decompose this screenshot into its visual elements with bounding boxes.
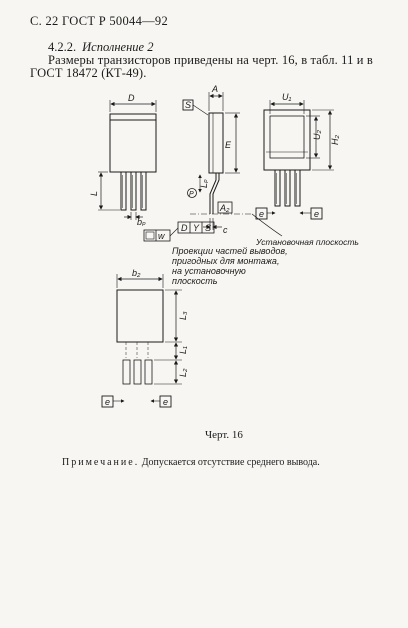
body-text-line-2: ГОСТ 18472 (КТ-49). xyxy=(30,66,147,80)
dim-E-label: E xyxy=(225,140,232,150)
datum-e-left-label: e xyxy=(259,209,265,219)
dim-A2-label: A₂ xyxy=(220,203,230,213)
tol-w-label: w xyxy=(158,231,165,241)
projection-caption-line-2: пригодных для монтажа, xyxy=(172,256,280,266)
front-pin-1 xyxy=(121,172,126,210)
dim-L3-label: L₃ xyxy=(178,311,188,320)
section-number: 4.2.2. xyxy=(48,40,77,54)
dim-L-label: L xyxy=(89,190,99,196)
tol-D-label: D xyxy=(181,223,188,233)
proj-datum-e-right-label: e xyxy=(163,397,169,407)
body-text-line-1: Размеры транзисторов приведены на черт. 16, в табл. 11 и в xyxy=(48,53,373,67)
dim-U2-label: U₂ xyxy=(312,130,322,140)
front-body xyxy=(110,114,156,172)
dim-U1-label: U₁ xyxy=(282,92,292,102)
front-view xyxy=(98,100,156,220)
note xyxy=(62,457,320,468)
front-pin-2 xyxy=(131,172,136,210)
dim-H2-label: H₂ xyxy=(330,135,340,145)
projection-caption-line-1: Проекции частей выводов, xyxy=(172,246,288,256)
dim-L1-label: L₁ xyxy=(178,346,188,354)
dim-A-label: A xyxy=(212,84,219,94)
side-body xyxy=(209,113,223,173)
page-header: С. 22 ГОСТ Р 50044—92 xyxy=(30,14,169,28)
tol-S-label: S xyxy=(205,223,212,233)
rear-body xyxy=(264,110,310,170)
projection-caption xyxy=(172,246,290,286)
dim-Lp-label: Lₚ xyxy=(199,179,209,188)
dim-L2-label: L₂ xyxy=(178,368,188,377)
datum-S-label: S xyxy=(185,100,192,110)
seating-plane-label: Установочная плоскость xyxy=(256,237,359,247)
projection-view xyxy=(102,274,182,407)
circled-p-label: P xyxy=(189,191,194,198)
dim-b2-label: b₂ xyxy=(132,268,141,278)
rear-view xyxy=(256,100,334,219)
note-label: Примечание. xyxy=(62,457,140,468)
note-text: Допускается отсутствие среднего вывода. xyxy=(141,457,320,468)
datum-e-right-label: e xyxy=(314,209,320,219)
projection-caption-line-3: на установочную плоскость xyxy=(172,266,246,286)
tolerance-frames xyxy=(144,222,214,241)
figure-label: Черт. 16 xyxy=(205,429,243,441)
section-title: Исполнение 2 xyxy=(82,40,154,54)
dim-c-label: c xyxy=(223,225,228,235)
projection-body xyxy=(117,290,163,342)
dim-bp-label: bₚ xyxy=(137,217,146,227)
tol-Y-label: Y xyxy=(193,223,200,233)
front-pin-3 xyxy=(141,172,146,210)
proj-datum-e-left-label: e xyxy=(105,397,111,407)
dim-D-label: D xyxy=(128,93,135,103)
